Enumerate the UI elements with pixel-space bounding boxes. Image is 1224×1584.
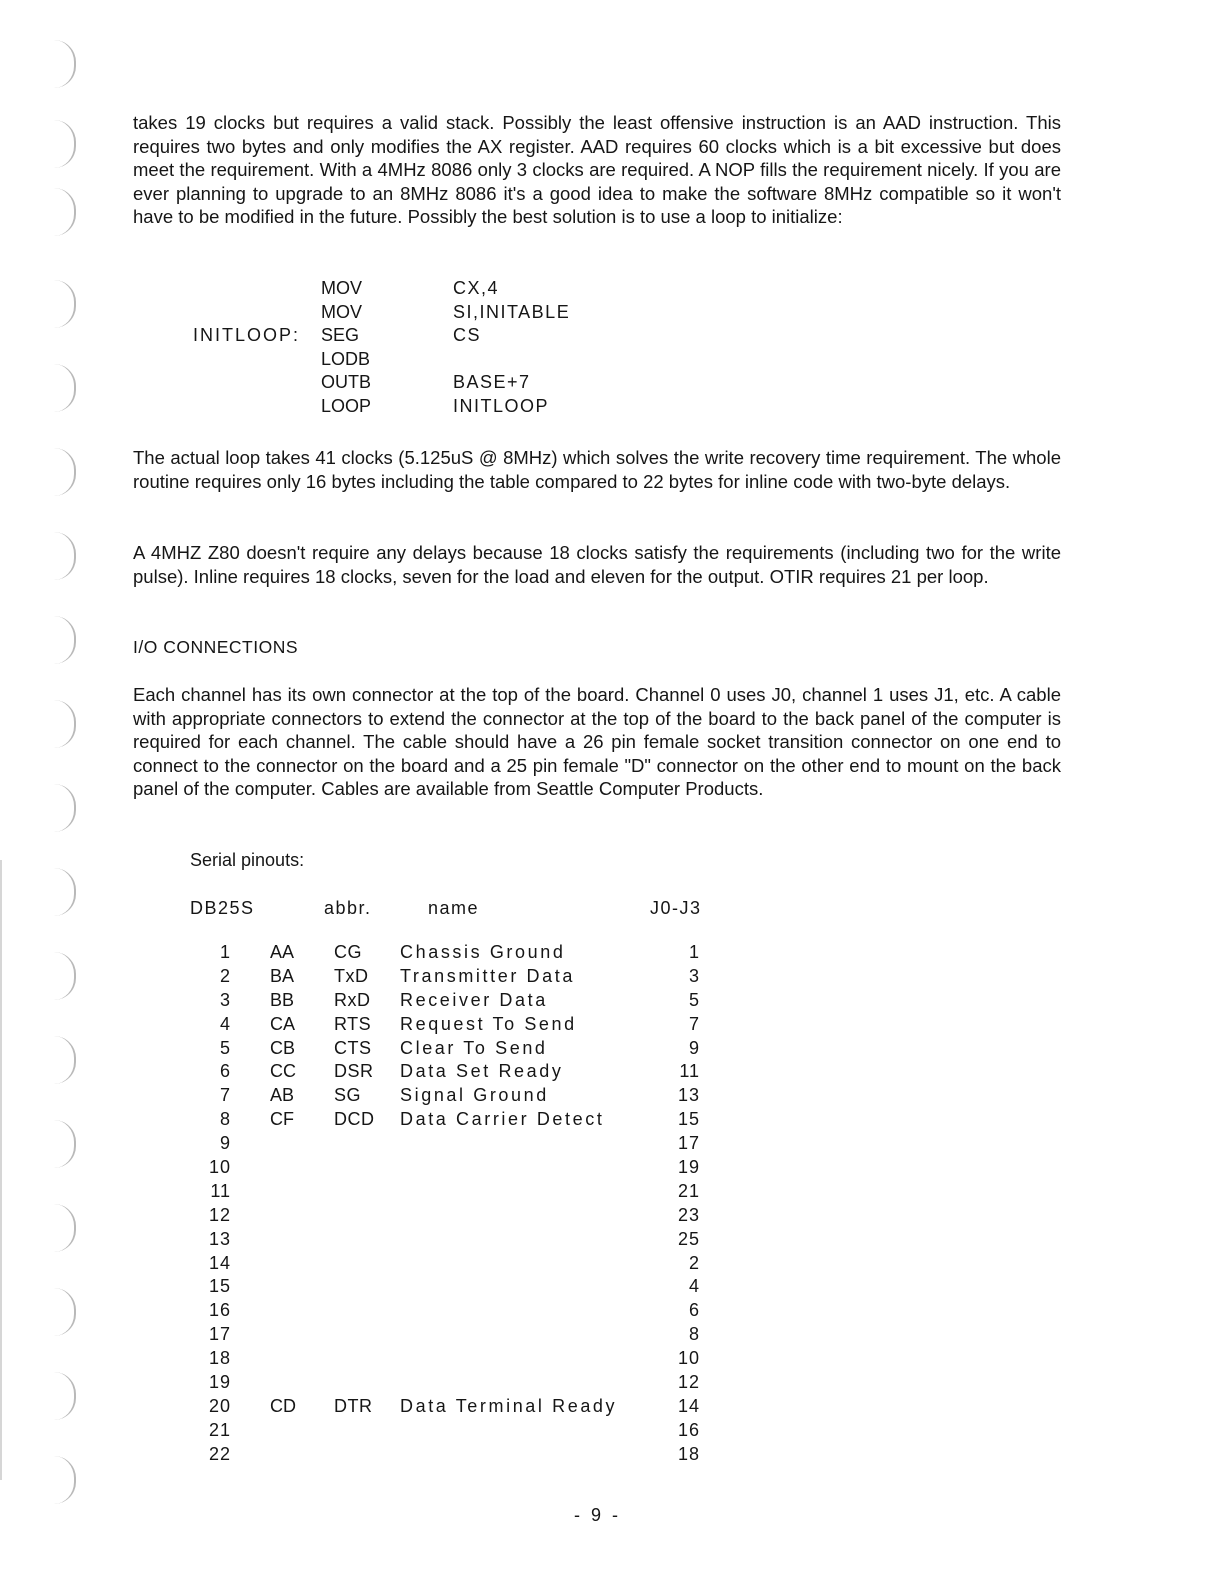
scan-edge-shadow [0,860,2,1480]
header-db25s: DB25S [190,898,255,918]
paragraph-z80-timing: A 4MHZ Z80 doesn't require any delays because 18 clocks satisfy the requirements (including two for the write pulse). Inline requires 18 clocks, seven for the load and eleven for the output. OTIR requires 21 per loop. [133,542,1061,587]
pin-name: Transmitter Data [400,965,575,986]
pinout-row [190,966,750,990]
pin-abbr: DTR [334,1395,373,1416]
pin-name: Data Carrier Detect [400,1109,605,1130]
pin-db25s: 10 [208,1157,231,1178]
code-opcode: LODB [321,348,371,369]
section-heading: I/O CONNECTIONS [133,637,299,657]
pin-j-number: 19 [677,1157,700,1178]
pin-eia-code: AB [270,1085,295,1106]
pin-j-number: 13 [677,1085,700,1106]
pinout-row [190,1253,750,1277]
pinout-row [190,1181,750,1205]
pin-j-number: 16 [677,1419,700,1440]
pin-db25s: 12 [208,1204,231,1225]
header-abbr: abbr. [324,898,372,918]
pinout-row [190,942,750,966]
pin-j-number: 17 [677,1133,700,1154]
pin-name: Chassis Ground [400,942,566,962]
paragraph-aad-instruction: takes 19 clocks but requires a valid stack. Possibly the least offensive instruction is an AAD instruction. This requires two bytes and only modifies the AX register. AAD requires 60 clocks which is a bit excessive but does meet the requirement. With a 4MHz 8086 only 3 clocks are required. A NOP fills the requirement nicely. If you are ever planning to upgrade to an 8MHz 8086 it's a good idea to make the software 8MHz compatible so it won't have to be modified in the future. Possibly the best solution is to use a loop to initialize: [133,112,1061,228]
pin-db25s: 22 [208,1443,231,1464]
pin-j-number: 5 [688,989,700,1010]
pin-db25s: 14 [208,1252,231,1273]
pin-db25s: 5 [219,1037,231,1058]
pin-db25s: 7 [219,1085,231,1106]
pin-j-number: 21 [677,1180,700,1201]
code-label: INITLOOP: [193,325,301,346]
pinouts-title: Serial pinouts: [190,850,305,870]
pin-db25s: 19 [208,1372,231,1393]
pinout-row [190,1300,750,1324]
pin-j-number: 3 [688,965,700,986]
code-operand: CX,4 [453,278,500,298]
pin-eia-code: CF [270,1109,294,1130]
pin-eia-code: CA [270,1013,296,1034]
pin-db25s: 15 [208,1276,231,1297]
pinout-row [190,1061,750,1085]
pin-name: Signal Ground [400,1085,549,1106]
pin-j-number: 15 [677,1109,700,1130]
pin-j-number: 2 [688,1252,700,1273]
pin-abbr: CG [334,942,362,962]
pin-abbr: RTS [334,1013,372,1034]
pin-j-number: 7 [688,1013,700,1034]
pinout-row [190,1420,750,1444]
code-opcode: MOV [321,278,363,298]
pinout-row [190,1276,750,1300]
code-operand: SI,INITABLE [453,301,571,322]
pin-db25s: 3 [219,989,231,1010]
hole-punch-marks [40,40,80,1540]
pin-name: Clear To Send [400,1037,548,1058]
pinout-row [190,1396,750,1420]
pinout-row [190,1109,750,1133]
pinout-row [190,1372,750,1396]
header-j0-j3: J0-J3 [650,898,702,918]
pinout-table [190,898,750,1468]
pin-abbr: RxD [334,989,371,1010]
pin-eia-code: CC [270,1061,296,1082]
paragraph-loop-timing: The actual loop takes 41 clocks (5.125uS @ 8MHz) which solves the write recovery time requirement. The whole routine requires only 16 bytes including the table compared to 22 bytes for inline code with two-byte delays. [133,447,1061,492]
pin-abbr: TxD [334,965,369,986]
pinout-row [190,1085,750,1109]
code-operand: BASE+7 [453,372,531,393]
pin-j-number: 23 [677,1204,700,1225]
pin-eia-code: CD [270,1395,296,1416]
pin-name: Data Set Ready [400,1061,564,1082]
code-operand: INITLOOP [453,395,550,416]
pin-name: Data Terminal Ready [400,1395,618,1416]
paragraph-channel-connectors: Each channel has its own connector at the top of the board. Channel 0 uses J0, channel 1 uses J1, etc. A cable with appropriate connectors to extend the connector at the top of the board to the back panel of the computer is required for each channel. The cable should have a 26 pin female socket transition connector on one end to connect to the connector on the board and a 25 pin female "D" connector on the other end to mount on the back panel of the computer. Cables are available from Seattle Computer Products. [133,684,1061,800]
pin-db25s: 4 [219,1013,231,1034]
page-number: - 9 - [574,1505,622,1525]
pin-abbr: DSR [334,1061,374,1082]
pinout-row [190,1205,750,1229]
code-opcode: SEG [321,325,360,346]
pinout-row [190,1229,750,1253]
pin-name: Request To Send [400,1013,577,1034]
pinout-row [190,1324,750,1348]
pin-eia-code: AA [270,942,295,962]
pin-j-number: 1 [688,942,700,962]
pin-db25s: 11 [210,1180,231,1201]
pin-db25s: 1 [219,942,231,962]
pin-db25s: 6 [219,1061,231,1082]
pin-eia-code: BA [270,965,295,986]
pin-db25s: 9 [219,1133,231,1154]
pinout-row [190,1014,750,1038]
pin-eia-code: BB [270,989,295,1010]
pin-j-number: 10 [677,1348,700,1369]
code-operand: CS [453,325,482,346]
pin-name: Receiver Data [400,989,548,1010]
pinout-row [190,1038,750,1062]
pin-abbr: SG [334,1085,362,1106]
pinout-header-row [190,898,750,942]
pin-j-number: 8 [688,1324,700,1345]
pin-j-number: 14 [677,1395,700,1416]
pin-j-number: 25 [677,1228,700,1249]
pin-db25s: 8 [219,1109,231,1130]
pin-j-number: 18 [677,1443,700,1464]
pin-db25s: 16 [208,1300,231,1321]
pinout-row [190,1444,750,1468]
pin-db25s: 17 [208,1324,231,1345]
pinout-row [190,990,750,1014]
pinout-row [190,1133,750,1157]
pin-db25s: 2 [219,965,231,986]
code-opcode: MOV [321,301,363,322]
pinout-row [190,1348,750,1372]
pin-abbr: DCD [334,1109,375,1130]
code-opcode: LOOP [321,395,372,416]
pin-j-number: 6 [688,1300,700,1321]
code-opcode: OUTB [321,372,372,393]
pin-abbr: CTS [334,1037,372,1058]
pinout-rows [190,942,750,1468]
pin-db25s: 21 [208,1419,231,1440]
pin-eia-code: CB [270,1037,296,1058]
header-name: name [428,898,480,918]
pin-db25s: 20 [208,1395,231,1416]
pin-j-number: 11 [679,1061,700,1082]
pin-db25s: 13 [208,1228,231,1249]
pin-j-number: 4 [688,1276,700,1297]
pin-j-number: 9 [688,1037,700,1058]
pin-j-number: 12 [677,1372,700,1393]
pinout-row [190,1157,750,1181]
pin-db25s: 18 [208,1348,231,1369]
